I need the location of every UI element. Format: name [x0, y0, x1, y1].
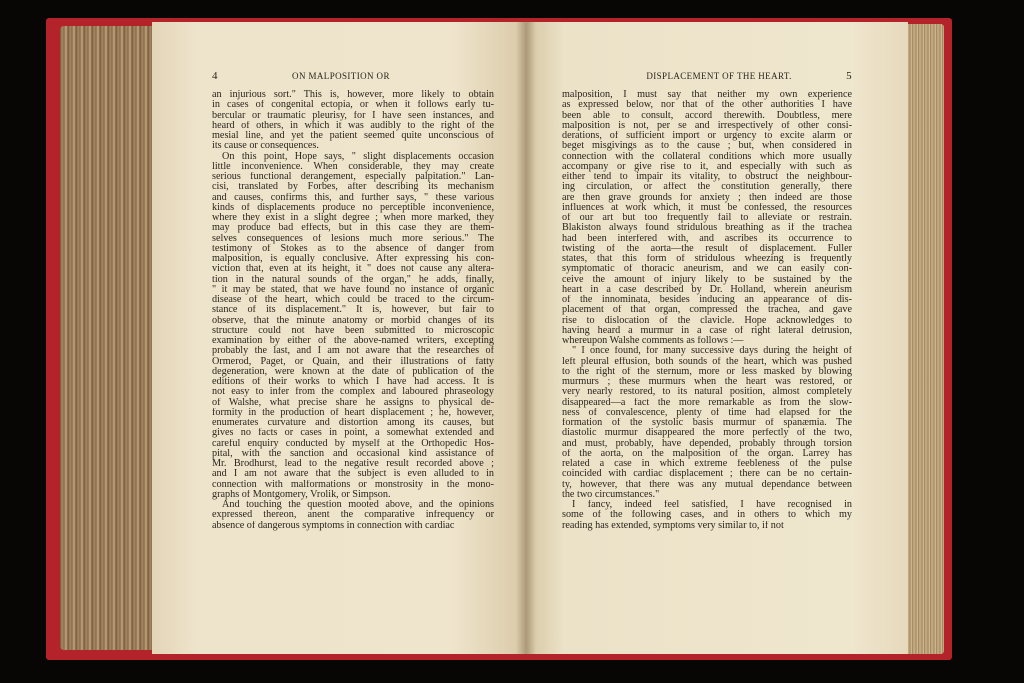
text-line: testimony of Stokes as to the absence of danger from [212, 243, 494, 254]
text-line: gives no facts or cases in point, a somewhat extended and [212, 428, 494, 439]
text-line: little inconvenience. When considerable, they may create [212, 161, 494, 172]
text-line: having heard a murmur in a case of right lateral detrusion, [562, 325, 852, 336]
text-line: disease of the heart, which could be traced to the circum- [212, 295, 494, 305]
text-line: whereupon Walshe comments as follows :— [562, 336, 744, 346]
text-line: ness of convalescence, plenty of time had elapsed for the [562, 407, 852, 418]
right-page [526, 22, 908, 654]
text-line: of the aorta, on the malposition of the organ. Larrey has [562, 448, 852, 459]
text-line: beget misgivings as to the cause ; but, when considered in [562, 141, 852, 152]
text-line: rise to dislocation of the clavicle. Hope acknowledges to [562, 315, 852, 326]
right-running-title: DISPLACEMENT OF THE HEART. [646, 71, 792, 81]
text-line: formation of the systolic basis murmur of spanæmia. The [562, 418, 852, 428]
text-line: and I am not aware that the subject is even alluded to in [212, 469, 494, 480]
text-line: observe, that the minute anatomy or morbid changes of its [212, 315, 494, 326]
text-line: murmurs ; these murmurs when the heart was restored, or [562, 377, 852, 387]
text-line: careful enquiry conducted by myself at the Orthopedic Hos- [212, 438, 494, 449]
text-line: ceive the amount of injury likely to be sustained by the [562, 274, 852, 285]
text-line: placement of that organ, compressed the trachea, and gave [562, 305, 852, 316]
text-line: in cases of congenital ectopia, or when it follows early tu- [212, 100, 494, 111]
text-line: either tend to impair its vitality, to obstruct the neighbour- [562, 172, 852, 182]
left-page [152, 22, 526, 654]
text-line: stance of its displacement." It is, however, but fair to [212, 305, 494, 316]
text-line: " I once found, for many successive days during the height of [572, 346, 852, 357]
text-line: not easy to infer from the complex and laboured phraseology [212, 387, 494, 398]
text-line: very nearly restored, to its natural position, almost completely [562, 387, 852, 398]
text-line: states, that this form of stridulous wheezing is frequently [562, 254, 852, 264]
text-line: where they exist in a slight degree ; when more marked, they [212, 213, 494, 223]
text-line: absence of dangerous symptoms in connection with cardiac [212, 520, 455, 531]
text-line: degeneration, were known at the date of publication of the [212, 366, 494, 377]
text-line: influences at work which, it must be confessed, the resources [562, 202, 852, 213]
text-line: and must, probably, have depended, probably through torsion [562, 438, 852, 449]
text-line: accompany or give rise to it, and especially with such as [562, 161, 852, 172]
page-edges-left [60, 26, 158, 650]
text-line: kinds of displacements produce no perceptible inconvenience, [212, 202, 494, 213]
text-line: twisting of the aorta—the result of displacement. Fuller [562, 243, 852, 254]
text-line: ty, however, that there was any mutual dependance between [562, 479, 852, 490]
text-line: ing circulation, or affect the constitution generally, there [562, 182, 852, 193]
text-line: its cause or consequences. [212, 141, 319, 152]
text-line: had been interfered with, and ascribes its occurrence to [562, 233, 852, 244]
text-line: heart in a case described by Dr. Holland, wherein aneurism [562, 284, 852, 295]
text-line: coincided with cardiac displacement ; there can be no certain- [562, 469, 852, 480]
text-line: selves consequences of lesions much more serious." The [212, 233, 494, 244]
text-line: serious functional derangement, especially palpitation." Lan- [212, 172, 494, 182]
right-page-body [562, 90, 852, 531]
text-line: On this point, Hope says, " slight displacements occasion [222, 151, 494, 162]
text-line: Ormerod, Paget, or Quain, and their illustrations of fatty [212, 356, 494, 367]
text-line: some of the following cases, and in others to which my [562, 510, 852, 521]
text-line: the two circumstances." [562, 489, 660, 500]
text-line: derations, of sufficient import or urgency to excite alarm or [562, 131, 852, 141]
text-line: an injurious sort." This is, however, more likely to obtain [212, 90, 494, 100]
page-edges-right [906, 24, 944, 654]
text-line: graphs of Montgomery, Vrolik, or Simpson. [212, 489, 391, 500]
text-line: malposition is not, per se and irrespectively of other consi- [562, 120, 852, 131]
text-line: are then grave grounds for anxiety ; then indeed are those [562, 192, 852, 203]
text-line: mesial line, and yet the patient seemed quite unconscious of [212, 131, 494, 141]
text-line: formity in the production of heart displacement ; he, however, [212, 407, 494, 418]
text-line: enumerates curvature and distortion among its causes, but [212, 418, 494, 428]
text-line: as expressed below, nor that of the other authorities I have [562, 100, 852, 111]
text-line: connection with the collateral conditions which more usually [562, 151, 852, 162]
text-line: Mr. Brodhurst, lead to the negative result recorded above ; [212, 459, 494, 469]
text-line: been able to consult, accord therewith. Doubtless, mere [562, 110, 852, 121]
left-running-title: ON MALPOSITION OR [292, 71, 390, 81]
text-line: reading has extended, symptoms very similar to, if not [562, 520, 784, 531]
text-line: pital, with the sanction and occasional kind assistance of [212, 448, 494, 459]
right-page-number: 5 [846, 70, 852, 82]
text-line: probably the last, and I am not aware that the researches of [212, 346, 494, 357]
text-line: viction that, even at its height, it " does not cause any altera- [212, 264, 494, 275]
text-line: and causes, confirms this, and further says, " these various [212, 192, 494, 203]
text-line: tion in the natural sounds of the organ," he adds, finally, [212, 274, 494, 285]
text-line: editions of their works to which I have had access. It is [212, 377, 494, 387]
text-line: I fancy, indeed feel satisfied, I have recognised in [572, 500, 852, 510]
text-line: connection with malformations or monstrosity in the mono- [212, 479, 494, 490]
text-line: disappeared—a fact the more remarkable as from the slow- [562, 397, 852, 408]
left-page-body [212, 90, 494, 531]
text-line: of our art but too frequently fail to alleviate or restrain. [562, 213, 852, 223]
text-line: diastolic murmur disappeared the more perfectly of the two, [562, 428, 852, 439]
text-line: malposition, I must say that neither my own experience [562, 90, 852, 100]
book-gutter [516, 22, 536, 654]
text-line: may produce bad effects, but in this case they are them- [212, 223, 494, 234]
text-line: related a case in which extreme feebleness of the pulse [562, 459, 852, 469]
text-line: expressed thereon, anent the comparative infrequency or [212, 510, 494, 521]
text-line: of Walshe, what precise share he assigns to physical de- [212, 397, 494, 408]
text-line: bercular or traumatic pleurisy, for I have seen instances, and [212, 110, 494, 121]
text-line: symptomatic of thoracic aneurism, and we can easily con- [562, 264, 852, 275]
left-page-number: 4 [212, 70, 218, 82]
text-line: examination by either of the above-named writers, excepting [212, 336, 494, 346]
text-line: heard of others, in which it was audibly to the right of the [212, 120, 494, 131]
left-running-head [212, 70, 494, 84]
text-line: malposition, is equally conclusive. After expressing his con- [212, 254, 494, 264]
text-line: structure could not have been submitted to microscopic [212, 325, 494, 336]
text-line: of the innominata, besides inducing an appearance of dis- [562, 295, 852, 305]
text-line: cisi, translated by Forbes, after describing its mechanism [212, 182, 494, 193]
text-line: " it may be stated, that we have found no instance of organic [212, 284, 494, 295]
text-line: to the right of the sternum, more or less masked by blowing [562, 366, 852, 377]
right-running-head [562, 70, 852, 84]
text-line: Blakiston always found stridulous breathing as if the trachea [562, 223, 852, 234]
text-line: And touching the question mooted above, and the opinions [222, 500, 494, 510]
text-line: left pleural effusion, both sounds of the heart, which was pushed [562, 356, 852, 367]
